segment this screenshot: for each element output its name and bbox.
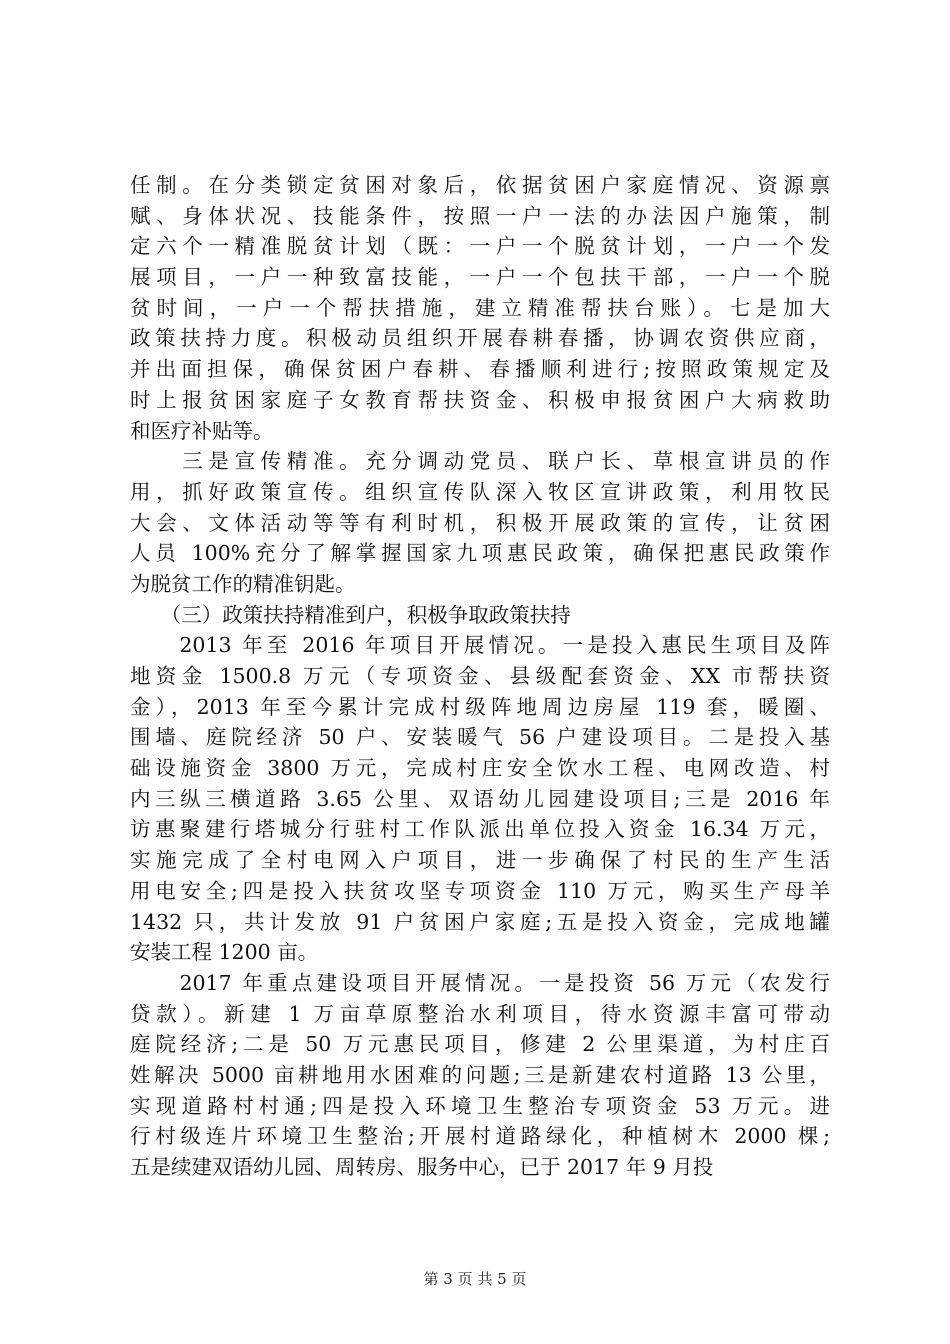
text-line: 2017 年重点建设项目开展情况。一是投资 56 万元（农发行: [130, 970, 830, 995]
text-line: 为脱贫工作的精准钥匙。: [130, 571, 356, 596]
paragraph: [130, 170, 830, 446]
text-line: （三）政策扶持精准到户，积极争取政策扶持: [130, 602, 571, 627]
text-line: 并出面担保，确保贫困户春耕、春播顺利进行;按照政策规定及: [130, 357, 830, 382]
text-line: 用电安全;四是投入扶贫攻坚专项资金 110 万元，购买生产母羊: [130, 878, 830, 903]
text-line: 安装工程 1200 亩。: [130, 940, 319, 965]
text-line: 三是宣传精准。充分调动党员、联户长、草根宣讲员的作: [130, 449, 830, 474]
text-line: 行村级连片环境卫生整治;开展村道路绿化，种植树木 2000 棵;: [130, 1124, 830, 1149]
text-line: 金），2013 年至今累计完成村级阵地周边房屋 119 套，暖圈、: [130, 694, 830, 719]
text-line: 2013 年至 2016 年项目开展情况。一是投入惠民生项目及阵: [130, 633, 830, 658]
text-line: 政策扶持力度。积极动员组织开展春耕春播，协调农资供应商，: [130, 326, 830, 351]
text-line: 人员 100%充分了解掌握国家九项惠民政策，确保把惠民政策作: [130, 541, 830, 566]
text-line: 时上报贫困家庭子女教育帮扶资金、积极申报贫困户大病救助: [130, 387, 830, 412]
text-line: 围墙、庭院经济 50 户、安装暖气 56 户建设项目。二是投入基: [130, 725, 830, 750]
text-line: 实施完成了全村电网入户项目，进一步确保了村民的生产生活: [130, 848, 830, 873]
paragraph: [130, 600, 830, 631]
paragraph: [130, 630, 830, 968]
text-line: 和医疗补贴等。: [130, 418, 274, 443]
text-line: 姓解决 5000 亩耕地用水困难的问题;三是新建农村道路 13 公里，: [130, 1062, 830, 1087]
text-line: 内三纵三横道路 3.65 公里、双语幼儿园建设项目;三是 2016 年: [130, 786, 830, 811]
text-line: 贷款）。新建 1 万亩草原整治水利项目，待水资源丰富可带动: [130, 1001, 830, 1026]
text-line: 础设施资金 3800 万元，完成村庄安全饮水工程、电网改造、村: [130, 756, 830, 781]
paragraph: [130, 446, 830, 599]
text-line: 贫时间，一户一个帮扶措施，建立精准帮扶台账）。七是加大: [130, 295, 830, 320]
text-line: 用，抓好政策宣传。组织宣传队深入牧区宣讲政策，利用牧民: [130, 479, 830, 504]
text-line: 1432 只，共计发放 91 户贫困户家庭;五是投入资金，完成地罐: [130, 909, 830, 934]
paragraph: [130, 968, 830, 1183]
text-line: 实现道路村村通;四是投入环境卫生整治专项资金 53 万元。进: [130, 1093, 830, 1118]
document-body: [130, 170, 830, 1183]
text-line: 访惠聚建行塔城分行驻村工作队派出单位投入资金 16.34 万元，: [130, 817, 830, 842]
text-line: 庭院经济;二是 50 万元惠民项目，修建 2 公里渠道，为村庄百: [130, 1032, 830, 1057]
text-line: 定六个一精准脱贫计划（既：一户一个脱贫计划，一户一个发: [130, 234, 830, 259]
text-line: 展项目，一户一种致富技能，一户一个包扶干部，一户一个脱: [130, 265, 830, 290]
text-line: 大会、文体活动等等有利时机，积极开展政策的宣传，让贫困: [130, 510, 830, 535]
page-footer: 第 3 页 共 5 页: [423, 1270, 527, 1288]
text-line: 五是续建双语幼儿园、周转房、服务中心，已于 2017 年 9 月投: [130, 1155, 714, 1179]
text-line: 地资金 1500.8 万元（专项资金、县级配套资金、XX 市帮扶资: [130, 664, 830, 688]
text-line: 任制。在分类锁定贫困对象后，依据贫困户家庭情况、资源禀: [130, 173, 830, 197]
text-line: 赋、身体状况、技能条件，按照一户一法的办法因户施策，制: [130, 203, 830, 228]
